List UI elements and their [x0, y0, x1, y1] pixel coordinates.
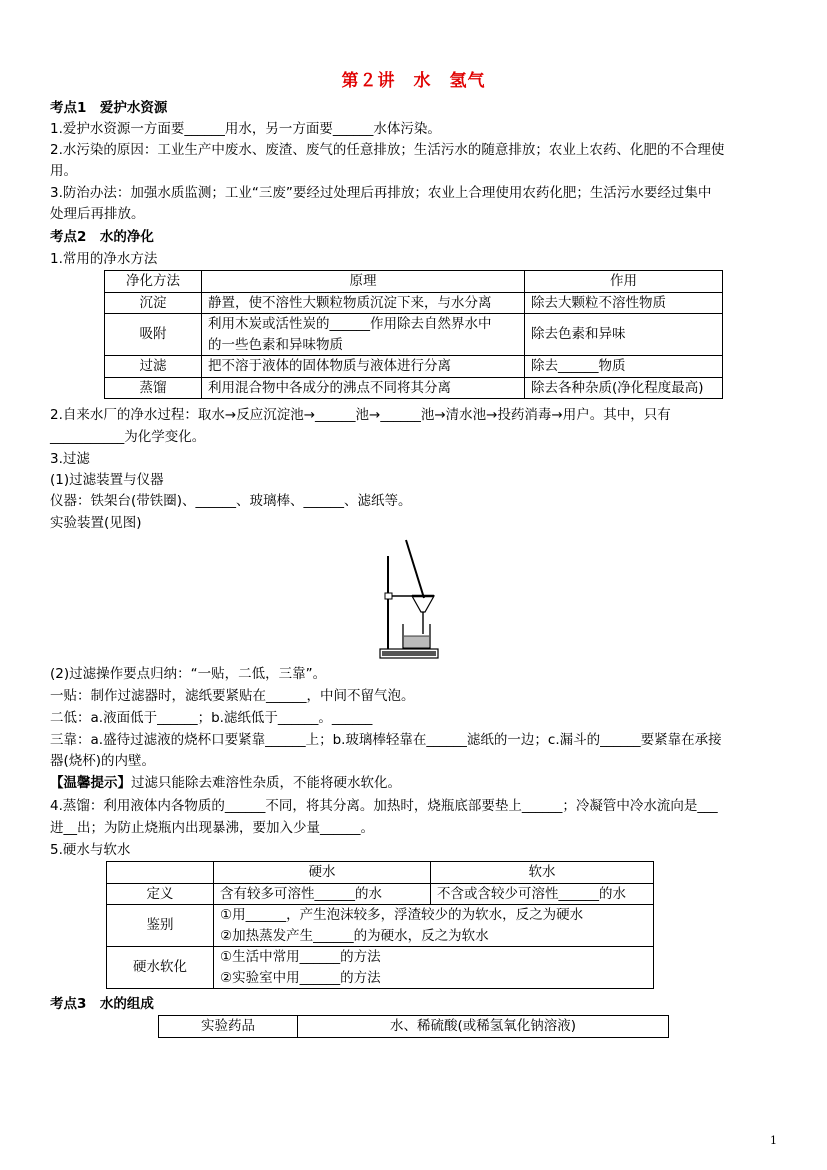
table-cell: 蒸馏 — [105, 377, 202, 399]
k2-line-3-6: 二低：a.液面低于______；b.滤纸低于______。______ — [50, 710, 373, 726]
table-row — [105, 356, 723, 378]
composition-table — [158, 1015, 669, 1038]
table-header: 原理 — [202, 271, 525, 293]
k2-sub-1: 1.常用的净水方法 — [50, 251, 158, 267]
table-cell: 吸附 — [105, 314, 202, 356]
k1-line-3a: 3.防治办法：加强水质监测；工业“三废”要经过处理后再排放；农业上合理使用农药化肥；生活污水要经过集中 — [50, 185, 712, 201]
table-cell: 除去各种杂质(净化程度最高) — [525, 377, 723, 399]
k2-line-3-7a: 三靠：a.盛待过滤液的烧杯口要紧靠______上；b.玻璃棒轻靠在______滤纸的一边；c.漏斗的______要紧靠在承接 — [50, 732, 722, 748]
table-header: 净化方法 — [105, 271, 202, 293]
k2-line-3-1: (1)过滤装置与仪器 — [50, 472, 164, 488]
table-cell: 含有较多可溶性______的水 — [214, 883, 431, 905]
tip-text: 过滤只能除去难溶性杂质，不能将硬水软化。 — [131, 775, 401, 791]
table-cell: 实验药品 — [159, 1016, 298, 1038]
table-header: 硬水 — [214, 862, 431, 884]
tip-line — [50, 773, 780, 795]
k1-line-3b: 处理后再排放。 — [50, 206, 145, 222]
hard-soft-water-table — [106, 861, 654, 989]
table-cell-line: 的一些色素和异味物质 — [208, 336, 343, 353]
k2-line-3-3: 实验装置(见图) — [50, 515, 142, 531]
k2-line-4b: 进__出；为防止烧瓶内出现暴沸，要加入少量______。 — [50, 820, 374, 836]
table-cell-line: ②实验室中用______的方法 — [220, 969, 381, 986]
table-cell — [214, 947, 654, 989]
k2-line-3-2: 仪器：铁架台(带铁圈)、______、玻璃棒、______、滤纸等。 — [50, 493, 412, 509]
table-cell — [214, 905, 654, 947]
tip-label: 【温馨提示】 — [50, 775, 131, 791]
section-heading-1: 考点1 爱护水资源 — [50, 100, 168, 116]
table-cell-line: 利用木炭或活性炭的______作用除去自然界水中 — [208, 316, 492, 332]
k1-line-2a: 2.水污染的原因：工业生产中废水、废渣、废气的任意排放；生活污水的随意排放；农业上农药、化肥的不合理使 — [50, 142, 725, 158]
table-header: 软水 — [431, 862, 654, 884]
k2-line-2a: 2.自来水厂的净水过程：取水→反应沉淀池→______池→______池→清水池→投药消毒→用户。其中，只有 — [50, 407, 671, 423]
page-number: 1 — [770, 1134, 777, 1147]
purification-table — [104, 270, 723, 399]
table-cell: 不含或含较少可溶性______的水 — [431, 883, 654, 905]
table-cell: 利用混合物中各成分的沸点不同将其分离 — [202, 377, 525, 399]
k2-line-3-7b: 器(烧杯)的内壁。 — [50, 753, 156, 769]
table-cell-line: ②加热蒸发产生______的为硬水，反之为软水 — [220, 927, 489, 944]
table-row — [107, 947, 654, 989]
table-row — [159, 1016, 669, 1038]
section-heading-2: 考点2 水的净化 — [50, 229, 154, 245]
k1-line-1: 1.爱护水资源一方面要______用水，另一方面要______水体污染。 — [50, 121, 441, 137]
table-header — [107, 862, 214, 884]
table-cell — [202, 314, 525, 356]
filtration-apparatus-figure — [376, 536, 446, 662]
table-cell: 静置，使不溶性大颗粒物质沉淀下来，与水分离 — [202, 292, 525, 314]
table-cell: 水、稀硫酸(或稀氢氧化钠溶液) — [298, 1016, 669, 1038]
k2-line-5: 5.硬水与软水 — [50, 842, 131, 858]
table-row — [107, 905, 654, 947]
table-row — [105, 314, 723, 356]
k2-line-3: 3.过滤 — [50, 451, 90, 467]
table-cell: 鉴别 — [107, 905, 214, 947]
table-cell: 沉淀 — [105, 292, 202, 314]
table-row — [105, 377, 723, 399]
page-title: 第２讲 水 氢气 — [341, 71, 486, 91]
k1-line-2b: 用。 — [50, 163, 77, 179]
table-cell: 把不溶于液体的固体物质与液体进行分离 — [202, 356, 525, 378]
section-heading-3: 考点3 水的组成 — [50, 996, 154, 1012]
table-cell-line: ①生活中常用______的方法 — [220, 949, 381, 965]
table-header: 作用 — [525, 271, 723, 293]
table-cell: 过滤 — [105, 356, 202, 378]
table-row — [105, 292, 723, 314]
table-cell: 硬水软化 — [107, 947, 214, 989]
table-row — [107, 883, 654, 905]
k2-line-3-4: (2)过滤操作要点归纳：“一贴，二低，三靠”。 — [50, 666, 327, 682]
table-cell: 除去大颗粒不溶性物质 — [525, 292, 723, 314]
k2-line-2b: ___________为化学变化。 — [50, 429, 206, 445]
table-cell: 除去色素和异味 — [525, 314, 723, 356]
table-cell: 定义 — [107, 883, 214, 905]
table-cell: 除去______物质 — [525, 356, 723, 378]
k2-line-4a: 4.蒸馏：利用液体内各物质的______不同，将其分离。加热时，烧瓶底部要垫上______；冷凝管中冷水流向是___ — [50, 798, 718, 814]
table-cell-line: ①用______，产生泡沫较多，浮渣较少的为软水，反之为硬水 — [220, 907, 584, 923]
k2-line-3-5: 一贴：制作过滤器时，滤纸要紧贴在______，中间不留气泡。 — [50, 688, 415, 704]
